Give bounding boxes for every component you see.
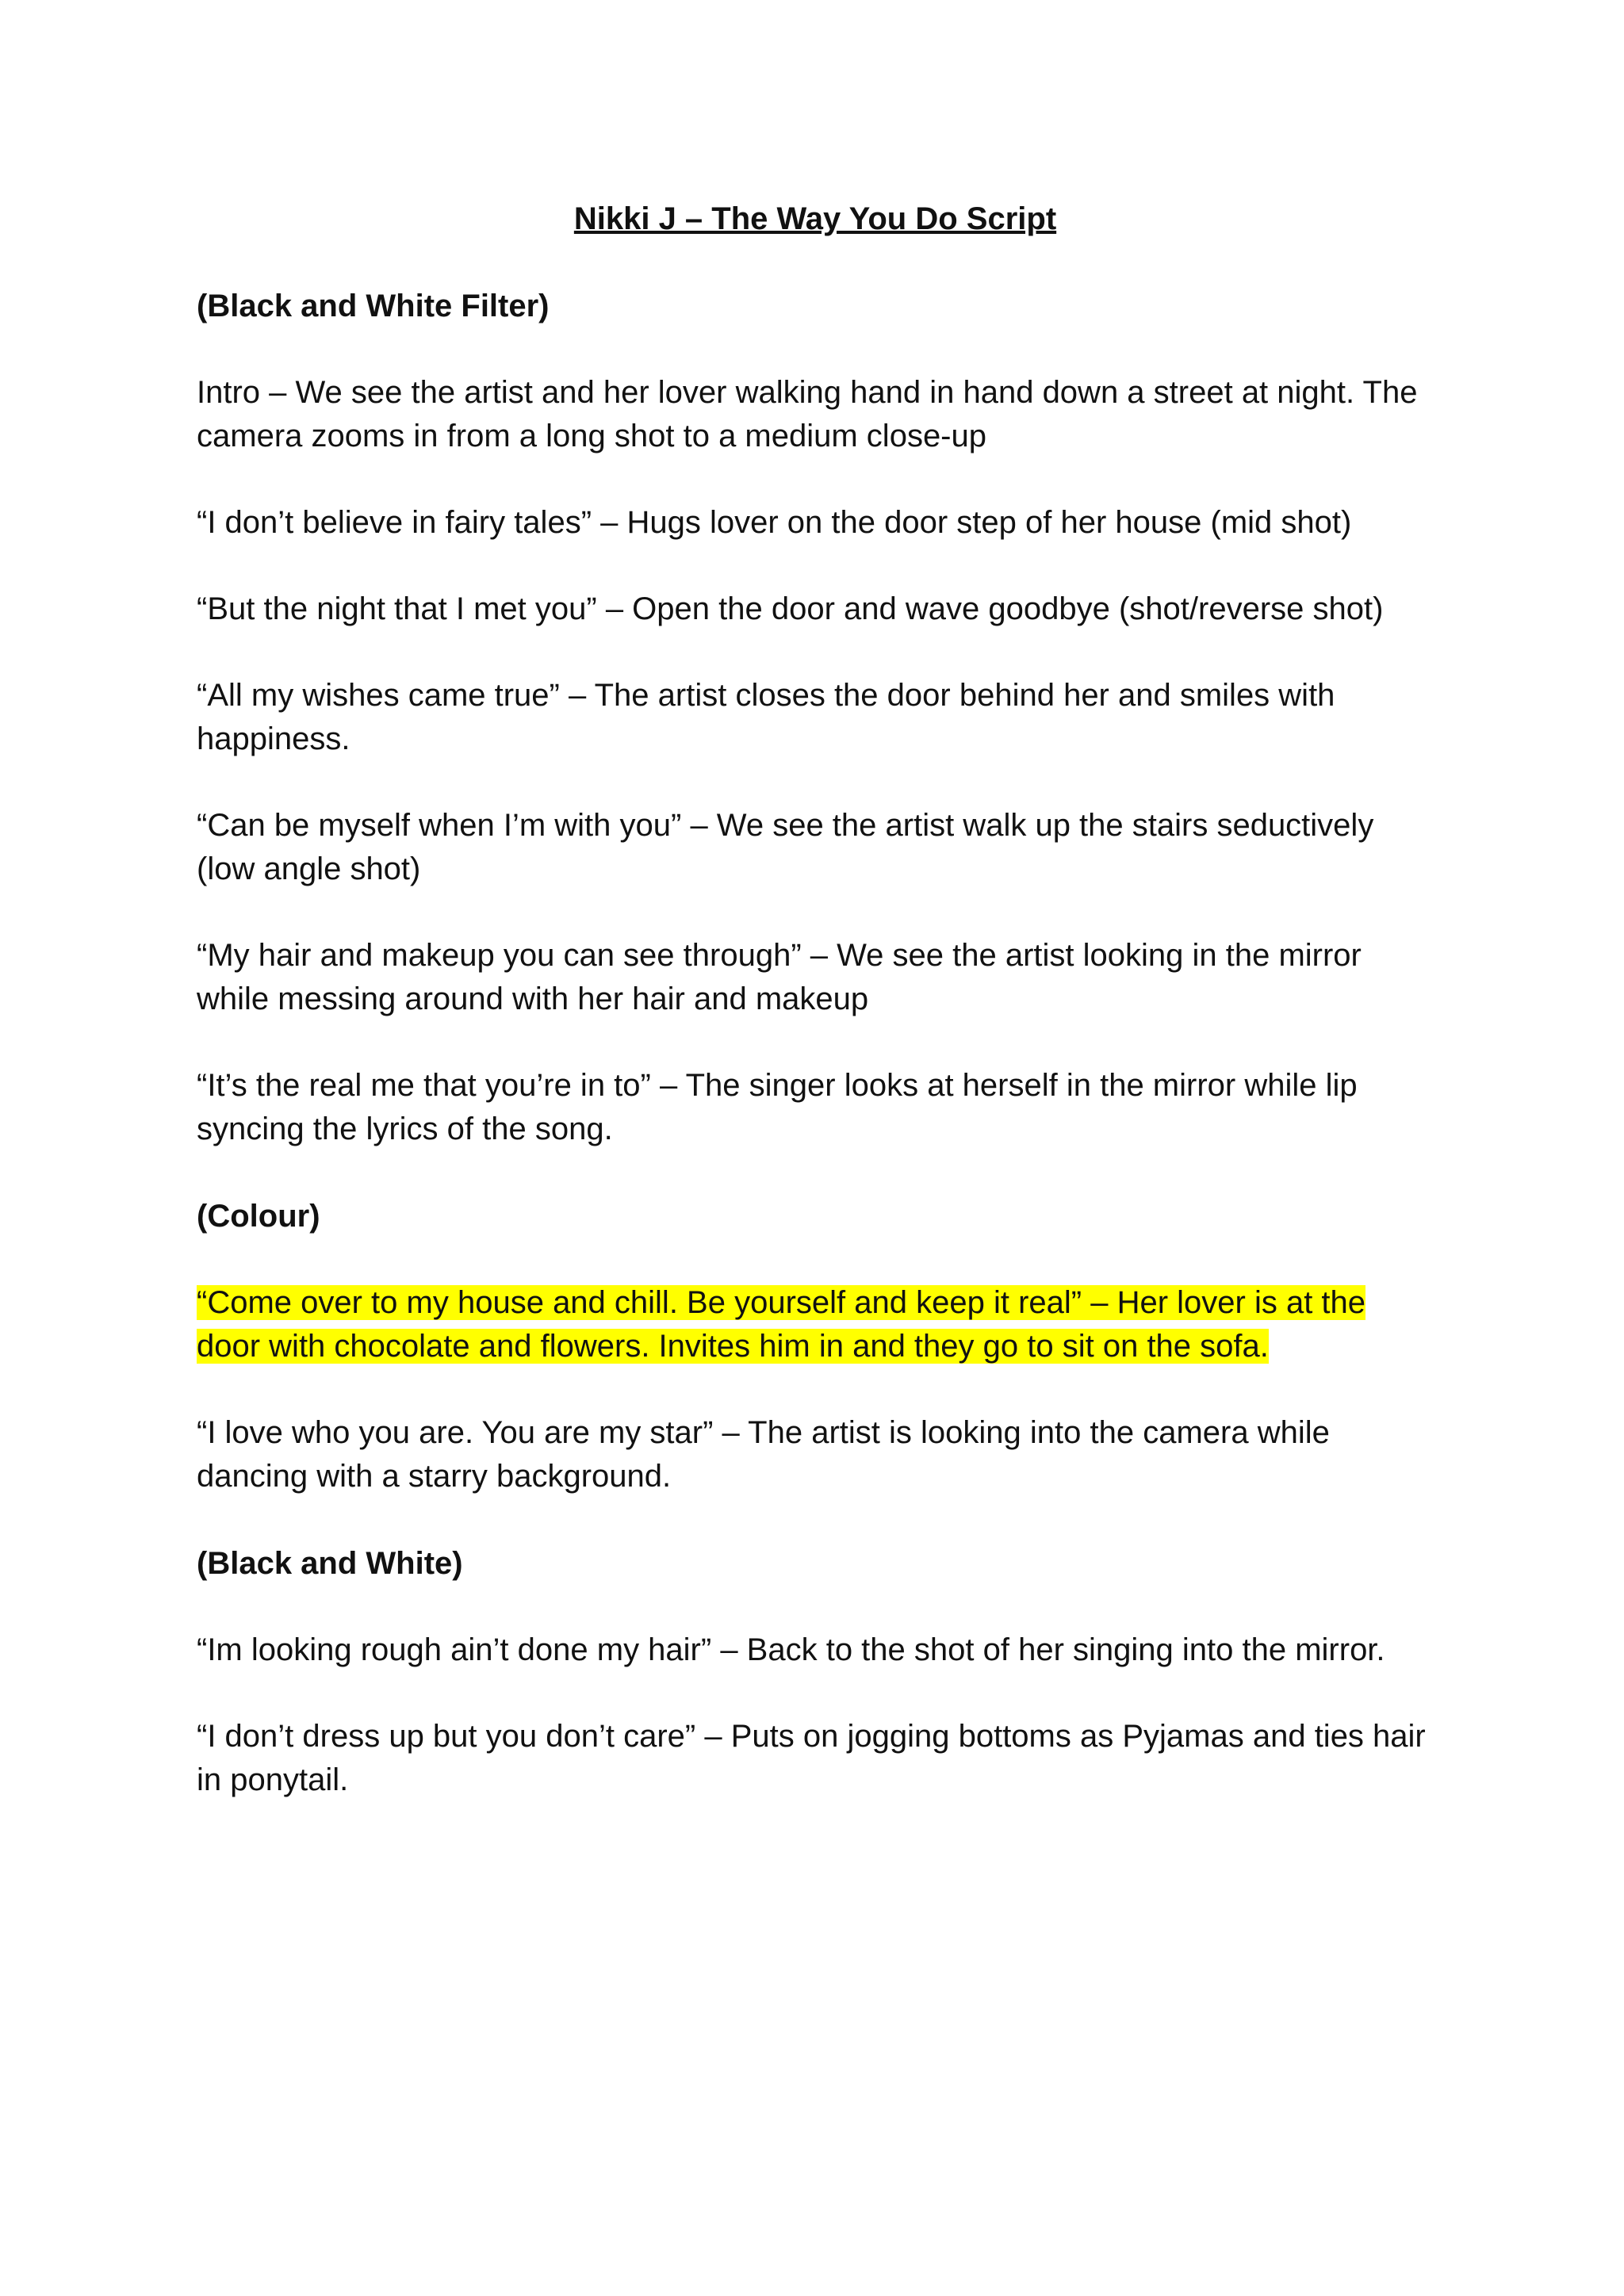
paragraph-wishes: “All my wishes came true” – The artist closes the door behind her and smiles with happiness. — [197, 678, 1335, 756]
paragraph-looking-rough: “Im looking rough ain’t done my hair” – Back to the shot of her singing into the mirror. — [197, 1632, 1385, 1667]
document-title: Nikki J – The Way You Do Script — [573, 201, 1057, 236]
highlighted-text: “Come over to my house and chill. Be yourself and keep it real” – Her lover is at the door with chocolate and flowers. Invites him in and they go to sit on the sofa. — [197, 1285, 1366, 1364]
section-heading-black-white: (Black and White) — [197, 1546, 463, 1581]
paragraph-hair-makeup: “My hair and makeup you can see through” – We see the artist looking in the mirror while messing around with her hair and makeup — [197, 938, 1362, 1016]
section-heading-colour: (Colour) — [197, 1199, 320, 1234]
section-heading-black-white-filter: (Black and White Filter) — [197, 289, 550, 323]
paragraph-dont-dress-up: “I don’t dress up but you don’t care” – Puts on jogging bottoms as Pyjamas and ties hair in ponytail. — [197, 1719, 1426, 1797]
paragraph-fairy-tales: “I don’t believe in fairy tales” – Hugs lover on the door step of her house (mid shot) — [197, 505, 1352, 540]
paragraph-be-myself: “Can be myself when I’m with you” – We see the artist walk up the stairs seductively (low angle shot) — [197, 808, 1374, 886]
paragraph-come-over — [197, 1281, 1434, 1368]
paragraph-real-me: “It’s the real me that you’re in to” – The singer looks at herself in the mirror while lip syncing the lyrics of the song. — [197, 1068, 1358, 1146]
paragraph-intro: Intro – We see the artist and her lover walking hand in hand down a street at night. The camera zooms in from a long shot to a medium close-up — [197, 375, 1418, 453]
paragraph-night-met-you: “But the night that I met you” – Open the door and wave goodbye (shot/reverse shot) — [197, 591, 1384, 626]
document-body — [197, 197, 1434, 1845]
paragraph-love-who-you-are: “I love who you are. You are my star” – The artist is looking into the camera while dancing with a starry background. — [197, 1415, 1330, 1494]
